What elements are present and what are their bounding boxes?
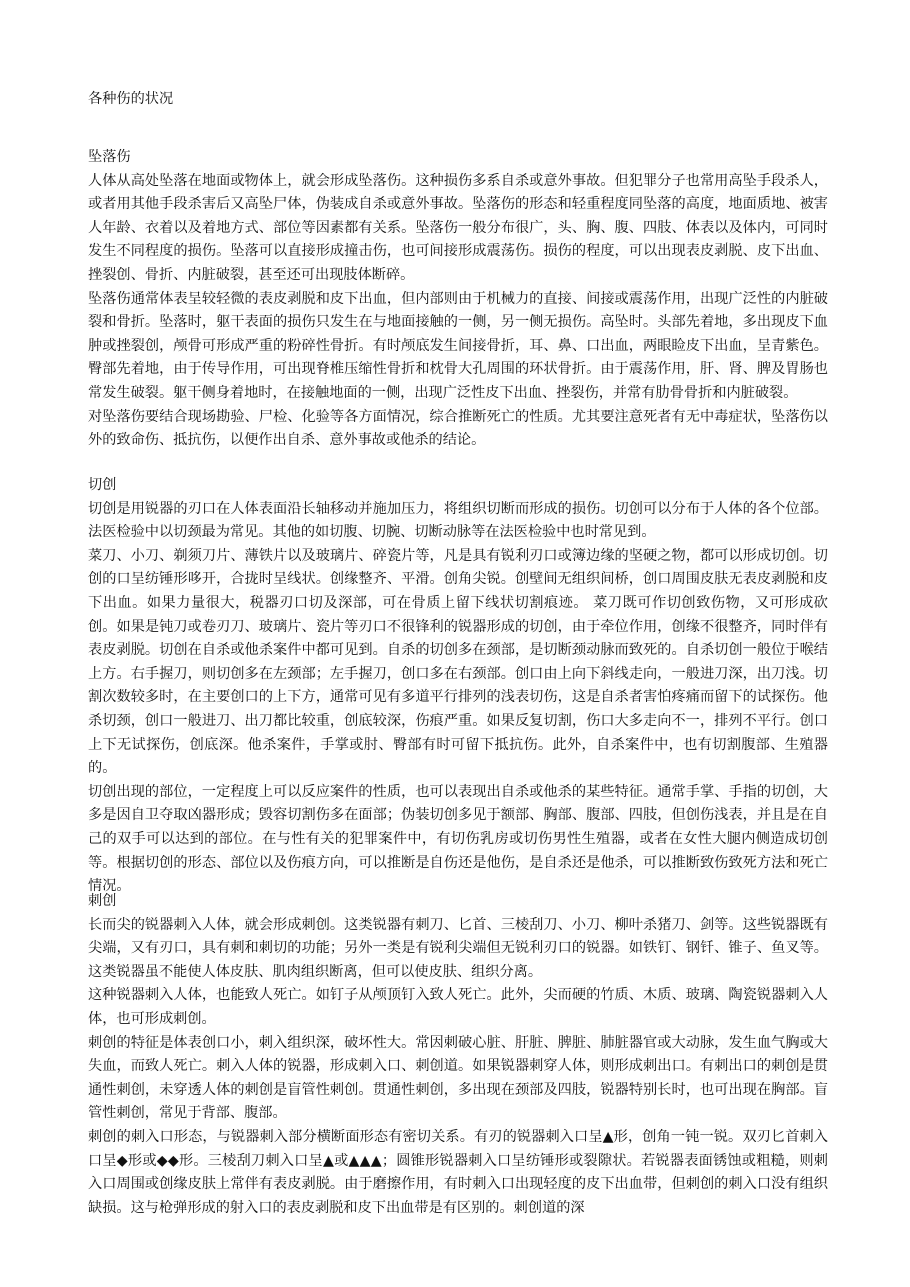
paragraph: 这种锐器刺入人体，也能致人死亡。如钉子从颅顶钉入致人死亡。此外，尖而硬的竹质、木质、玻璃、陶瓷锐器刺入人体，也可形成刺创。 — [88, 987, 828, 1027]
section-heading: 切创 — [88, 477, 117, 493]
paragraph: 长而尖的锐器刺入人体，就会形成刺创。这类锐器有刺刀、匕首、三棱刮刀、小刀、柳叶杀猪刀、剑等。这些锐器既有尖端，又有刃口，具有刺和刺切的功能；另外一类是有锐利尖端但无锐利刃口的锐器。如铁钉、钢钎、锥子、鱼叉等。这类锐器虽不能使人体皮肤、肌肉组织断离，但可以使皮肤、组织分离。 — [88, 916, 828, 980]
document-title: 各种伤的状况 — [88, 91, 174, 107]
paragraph: 人体从高处坠落在地面或物体上，就会形成坠落伤。这种损伤多系自杀或意外事故。但犯罪分子也常用高坠手段杀人，或者用其他手段杀害后又高坠尸体，伪装成自杀或意外事故。坠落伤的形态和轻重程度同坠落的高度，地面质地、被害人年龄、衣着以及着地方式、部位等因素都有关系。坠落伤一般分布很广，头、胸、腹、四肢、体表以及体内，可同时发生不同程度的损伤。坠落可以直接形成撞击伤，也可间接形成震荡伤。损伤的程度，可以出现表皮剥脱、皮下出血、挫裂创、骨折、内脏破裂，甚至还可出现肢体断碎。 — [88, 172, 828, 283]
section-stab-wound — [88, 890, 828, 1220]
section-incised-wound — [88, 474, 828, 899]
paragraph: 菜刀、小刀、剃须刀片、薄铁片以及玻璃片、碎瓷片等，凡是具有锐利刃口或簿边缘的坚硬之物，都可以形成切创。切创的口呈纺锤形哆开，合拢时呈线状。创缘整齐、平滑。创角尖锐。创壁间无组织间桥，创口周围皮肤无表皮剥脱和皮下出血。如果力量很大，税器刃口切及深部，可在骨质上留下线状切割痕迹。 菜刀既可作切创致伤物，又可形成砍创。如果是钝刀或卷刃刀、玻璃片、瓷片等刃口不很锋利的锐器形成的切创，由于牵位作用，创缘不很整齐，同时伴有表皮剥脱。切创在自杀或他杀案件中都可见到。自杀的切创多在颈部，是切断颈动脉而致死的。自杀切创一般位于喉结上方。右手握刀，则切创多在左颈部；左手握刀，创口多在右颈部。创口由上向下斜线走向，一般进刀深，出刀浅。切割次数较多时，在主要创口的上下方，通常可见有多道平行排列的浅表切伤，这是自杀者害怕疼痛而留下的试探伤。他杀切颈，创口一般进刀、出刀都比较重，创底较深，伤痕严重。如果反复切割，伤口大多走向不一，排列不平行。创口上下无试探伤，创底深。他杀案件，手掌或肘、臀部有时可留下抵抗伤。此外，自杀案件中，也有切割腹部、生殖器的。 — [88, 547, 828, 777]
section-heading: 刺创 — [88, 893, 117, 909]
section-fall-injury — [88, 146, 828, 453]
paragraph: 对坠落伤要结合现场勘验、尸检、化验等各方面情况，综合推断死亡的性质。尤其要注意死者有无中毒症状，坠落伤以外的致命伤、抵抗伤，以便作出自杀、意外事故或他杀的结论。 — [88, 408, 828, 449]
section-heading: 坠落伤 — [88, 149, 131, 165]
paragraph: 坠落伤通常体表呈较轻微的表皮剥脱和皮下出血，但内部则由于机械力的直接、间接或震荡作用，出现广泛性的内脏破裂和骨折。坠落时，躯干表面的损伤只发生在与地面接触的一侧，另一侧无损伤。高坠时。头部先着地，多出现皮下血肿或挫裂创，颅骨可形成严重的粉碎性骨折。有时颅底发生间接骨折，耳、鼻、口出血，两眼睑皮下出血，呈青紫色。臀部先着地，由于传导作用，可出现脊椎压缩性骨折和枕骨大孔周围的环状骨折。由于震荡作用，肝、肾、脾及胃肠也常发生破裂。躯干侧身着地时，在接触地面的一侧，出现广泛性皮下出血、挫裂伤，并常有肋骨骨折和内脏破裂。 — [88, 290, 828, 401]
paragraph: 刺创的特征是体表创口小，刺入组织深，破坏性大。常因刺破心脏、肝脏、脾脏、肺脏器官或大动脉，发生血气胸或大失血，而致人死亡。刺入人体的锐器，形成刺入口、刺创道。如果锐器刺穿人体，则形成刺出口。有刺出口的刺创是贯通性刺创，未穿透人体的刺创是盲管性刺创。贯通性刺创，多出现在颈部及四肢，锐器特别长时，也可出现在胸部。盲管性刺创，常见于背部、腹部。 — [88, 1034, 828, 1122]
paragraph: 切创出现的部位，一定程度上可以反应案件的性质，也可以表现出自杀或他杀的某些特征。通常手掌、手指的切创，大多是因自卫夺取凶器形成；毁容切割伤多在面部；伪装切创多见于额部、胸部、腹部、四肢，但创伤浅表，并且是在自己的双手可以达到的部位。在与性有关的犯罪案件中，有切伤乳房或切伤男性生殖器，或者在女性大腿内侧造成切创等。根据切创的形态、部位以及伤痕方向，可以推断是自伤还是他伤，是自杀还是他杀，可以推断致伤致死方法和死亡情况。 — [88, 783, 828, 895]
paragraph: 切创是用锐器的刃口在人体表面沿长轴移动并施加压力，将组织切断而形成的损伤。切创可以分布于人体的各个位部。法医检验中以切颈最为常见。其他的如切腹、切腕、切断动脉等在法医检验中也时常见到。 — [88, 500, 828, 541]
paragraph: 刺创的刺入口形态，与锐器刺入部分横断面形态有密切关系。有刃的锐器刺入口呈▲形，创角一钝一锐。双刃匕首刺入口呈◆形或◆◆形。三棱刮刀刺入口呈▲或▲▲▲；圆锥形锐器刺入口呈纺锤形或裂隙状。若锐器表面锈蚀或粗糙，则刺入口周围或创缘皮肤上常伴有表皮剥脱。由于磨擦作用，有时刺入口出现轻度的皮下出血带，但刺创的刺入口没有组织缺损。这与枪弹形成的射入口的表皮剥脱和皮下出血带是有区别的。刺创道的深 — [88, 1128, 828, 1216]
